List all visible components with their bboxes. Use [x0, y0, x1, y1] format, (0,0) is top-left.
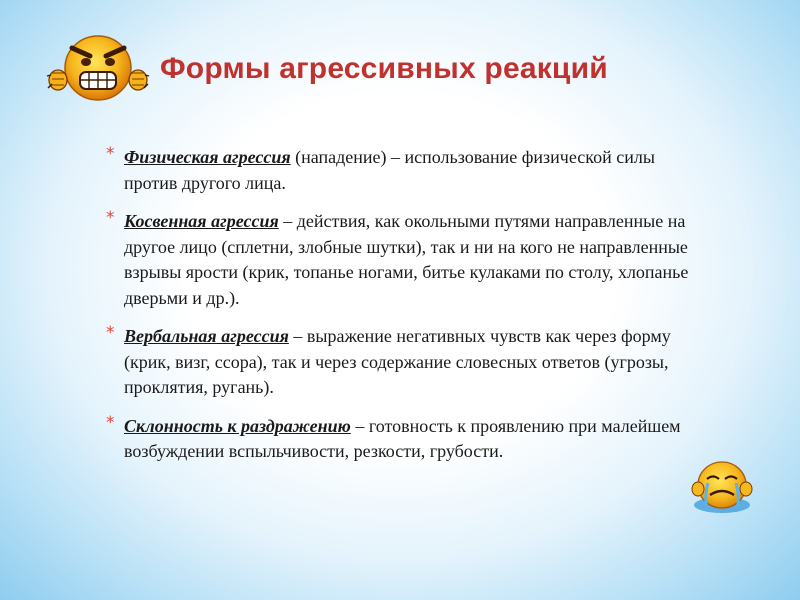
list-item — [106, 324, 706, 401]
crying-smiley-icon — [688, 455, 756, 517]
bullet-star-icon: * — [106, 144, 115, 164]
item-description: – действия, как окольными путями направленные на другое лицо (сплетни, злобные шутки), так и ни на кого не направленные взрывы ярости (крик, топанье ногами, битье кулаками по столу, хлопанье дверьми и др.). — [124, 211, 689, 308]
list-item — [106, 145, 706, 196]
list-item — [106, 209, 706, 311]
slide-title: Формы агрессивных реакций — [160, 52, 608, 85]
item-term: Косвенная агрессия — [124, 211, 279, 231]
item-description: (нападение) – использование физической силы против другого лица. — [124, 147, 655, 193]
item-term: Вербальная агрессия — [124, 326, 289, 346]
list-item — [106, 414, 706, 465]
bullet-star-icon: * — [106, 412, 115, 433]
item-description: – выражение негативных чувств как через форму (крик, визг, ссора), так и через содержание словесных ответов (угрозы, проклятия, ругань). — [124, 326, 671, 397]
bullet-star-icon: * — [106, 208, 115, 228]
aggression-forms-list — [106, 145, 706, 478]
bullet-star-icon: * — [106, 323, 115, 343]
item-term: Склонность к раздражению — [124, 415, 351, 436]
item-description: – готовность к проявлению при малейшем возбуждении вспыльчивости, резкости, грубости. — [124, 415, 681, 461]
item-term: Физическая агрессия — [124, 147, 291, 167]
angry-smiley-icon — [44, 18, 152, 104]
